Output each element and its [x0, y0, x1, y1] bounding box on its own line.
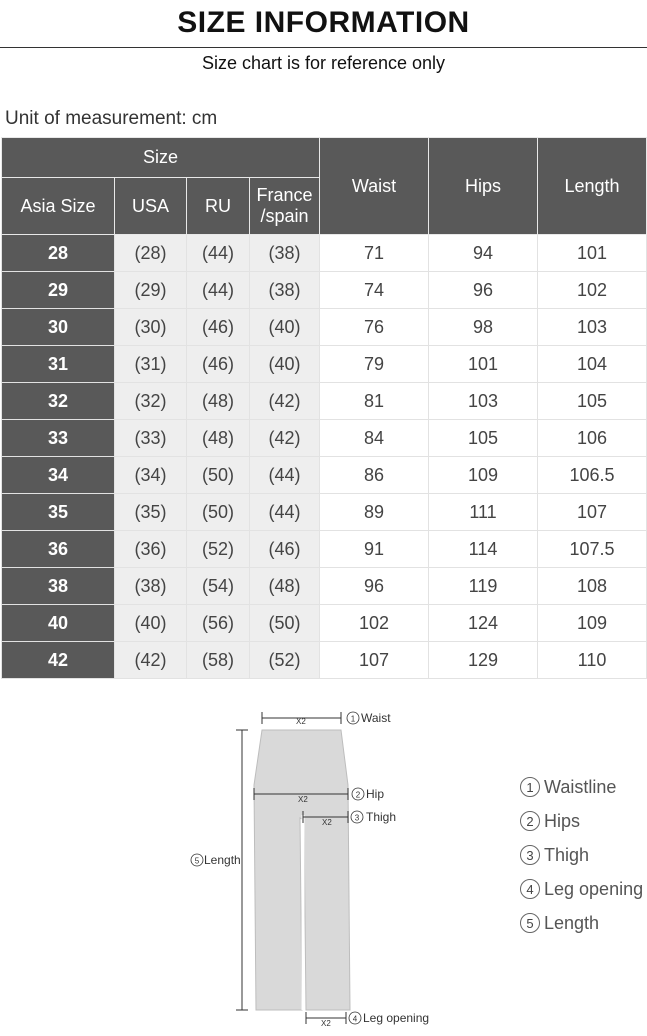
france-size-cell: (40): [250, 346, 320, 383]
waist-cell: 91: [320, 531, 429, 568]
hip-x2-label: X2: [298, 795, 308, 804]
length-cell: 107.5: [538, 531, 647, 568]
hips-cell: 94: [429, 235, 538, 272]
waist-cell: 71: [320, 235, 429, 272]
hip-label: Hip: [366, 787, 385, 801]
hips-cell: 111: [429, 494, 538, 531]
leg-opening-number: 4: [352, 1014, 358, 1024]
length-cell: 108: [538, 568, 647, 605]
france-size-cell: (52): [250, 642, 320, 679]
thigh-label: Thigh: [366, 810, 397, 824]
waist-header: Waist: [320, 138, 429, 235]
size-group-header: Size: [2, 138, 320, 178]
table-row: [2, 568, 647, 605]
france-size-cell: (42): [250, 420, 320, 457]
hips-cell: 105: [429, 420, 538, 457]
legend-number: 3: [520, 845, 540, 865]
waist-cell: 96: [320, 568, 429, 605]
waist-cell: 81: [320, 383, 429, 420]
waist-cell: 86: [320, 457, 429, 494]
france-size-cell: (46): [250, 531, 320, 568]
asia-size-cell: 36: [2, 531, 115, 568]
leg-opening-label: Leg opening: [363, 1011, 430, 1025]
length-number: 5: [194, 856, 200, 866]
length-cell: 101: [538, 235, 647, 272]
length-cell: 107: [538, 494, 647, 531]
asia-size-cell: 33: [2, 420, 115, 457]
hips-cell: 101: [429, 346, 538, 383]
waist-cell: 74: [320, 272, 429, 309]
length-cell: 109: [538, 605, 647, 642]
asia-size-cell: 35: [2, 494, 115, 531]
table-row: [2, 346, 647, 383]
ru-size-cell: (58): [187, 642, 250, 679]
france-size-cell: (40): [250, 309, 320, 346]
hip-number: 2: [355, 790, 361, 800]
usa-size-cell: (33): [115, 420, 187, 457]
hips-cell: 98: [429, 309, 538, 346]
waist-cell: 107: [320, 642, 429, 679]
ru-size-cell: (44): [187, 235, 250, 272]
waist-x2-label: X2: [296, 717, 306, 726]
legend-item: [520, 906, 643, 940]
legend-label: Thigh: [544, 844, 590, 865]
page-subtitle: Size chart is for reference only: [201, 53, 446, 73]
legend-number: 5: [520, 913, 540, 933]
length-cell: 104: [538, 346, 647, 383]
length-cell: 106: [538, 420, 647, 457]
asia-size-cell: 34: [2, 457, 115, 494]
usa-size-cell: (42): [115, 642, 187, 679]
waist-number: 1: [350, 714, 356, 724]
legend-number: 2: [520, 811, 540, 831]
legend-number: 1: [520, 777, 540, 797]
hips-cell: 109: [429, 457, 538, 494]
table-row: [2, 605, 647, 642]
hips-cell: 114: [429, 531, 538, 568]
hips-cell: 129: [429, 642, 538, 679]
usa-size-cell: (35): [115, 494, 187, 531]
spain-label: /spain: [260, 206, 309, 226]
usa-size-cell: (28): [115, 235, 187, 272]
hips-cell: 119: [429, 568, 538, 605]
france-size-cell: (42): [250, 383, 320, 420]
waist-label: Waist: [361, 711, 391, 725]
table-row: [2, 309, 647, 346]
waist-cell: 84: [320, 420, 429, 457]
asia-size-cell: 38: [2, 568, 115, 605]
asia-size-cell: 28: [2, 235, 115, 272]
france-size-cell: (38): [250, 272, 320, 309]
ru-header: RU: [187, 178, 250, 235]
ru-size-cell: (52): [187, 531, 250, 568]
usa-size-cell: (34): [115, 457, 187, 494]
length-cell: 105: [538, 383, 647, 420]
table-row: [2, 383, 647, 420]
waist-cell: 102: [320, 605, 429, 642]
legend-label: Length: [544, 912, 600, 933]
thigh-x2-label: X2: [322, 818, 332, 827]
ru-size-cell: (50): [187, 457, 250, 494]
france-spain-header: [250, 178, 320, 235]
table-row: [2, 235, 647, 272]
legend-item: [520, 872, 643, 906]
ru-size-cell: (46): [187, 346, 250, 383]
france-size-cell: (38): [250, 235, 320, 272]
legend-item: [520, 770, 643, 804]
asia-size-cell: 30: [2, 309, 115, 346]
ru-size-cell: (50): [187, 494, 250, 531]
usa-size-cell: (36): [115, 531, 187, 568]
table-row: [2, 494, 647, 531]
hips-cell: 96: [429, 272, 538, 309]
page-title: SIZE INFORMATION: [177, 6, 470, 39]
legend-label: Leg opening: [544, 878, 644, 899]
asia-size-cell: 31: [2, 346, 115, 383]
legend-item: [520, 838, 643, 872]
usa-size-cell: (32): [115, 383, 187, 420]
france-label: France: [256, 185, 313, 205]
length-label: Length: [204, 853, 241, 867]
table-row: [2, 272, 647, 309]
france-size-cell: (48): [250, 568, 320, 605]
asia-size-cell: 32: [2, 383, 115, 420]
france-size-cell: (44): [250, 457, 320, 494]
legend-number: 4: [520, 879, 540, 899]
asia-size-cell: 29: [2, 272, 115, 309]
asia-size-cell: 40: [2, 605, 115, 642]
ru-size-cell: (46): [187, 309, 250, 346]
usa-size-cell: (31): [115, 346, 187, 383]
table-row: [2, 457, 647, 494]
ru-size-cell: (56): [187, 605, 250, 642]
usa-size-cell: (38): [115, 568, 187, 605]
asia-size-cell: 42: [2, 642, 115, 679]
table-row: [2, 531, 647, 568]
usa-size-cell: (30): [115, 309, 187, 346]
ru-size-cell: (54): [187, 568, 250, 605]
france-size-cell: (50): [250, 605, 320, 642]
asia-size-header: Asia Size: [2, 178, 115, 235]
hips-cell: 124: [429, 605, 538, 642]
france-size-cell: (44): [250, 494, 320, 531]
table-row: [2, 420, 647, 457]
waist-cell: 79: [320, 346, 429, 383]
ru-size-cell: (44): [187, 272, 250, 309]
usa-size-cell: (29): [115, 272, 187, 309]
legend-label: Hips: [544, 810, 581, 831]
thigh-number: 3: [354, 813, 360, 823]
waist-cell: 76: [320, 309, 429, 346]
ru-size-cell: (48): [187, 420, 250, 457]
length-cell: 102: [538, 272, 647, 309]
leg-opening-x2-label: X2: [321, 1019, 331, 1028]
hips-cell: 103: [429, 383, 538, 420]
measurement-legend: [520, 770, 643, 940]
table-row: [2, 642, 647, 679]
legend-item: [520, 804, 643, 838]
length-cell: 106.5: [538, 457, 647, 494]
waist-cell: 89: [320, 494, 429, 531]
size-chart-table: [1, 137, 647, 679]
usa-size-cell: (40): [115, 605, 187, 642]
size-table-body: [2, 235, 647, 679]
ru-size-cell: (48): [187, 383, 250, 420]
legend-label: Waistline: [544, 776, 617, 797]
title-divider: [0, 47, 647, 48]
length-cell: 110: [538, 642, 647, 679]
unit-note: Unit of measurement: cm: [5, 108, 218, 129]
length-header: Length: [538, 138, 647, 235]
length-cell: 103: [538, 309, 647, 346]
usa-header: USA: [115, 178, 187, 235]
hips-header: Hips: [429, 138, 538, 235]
